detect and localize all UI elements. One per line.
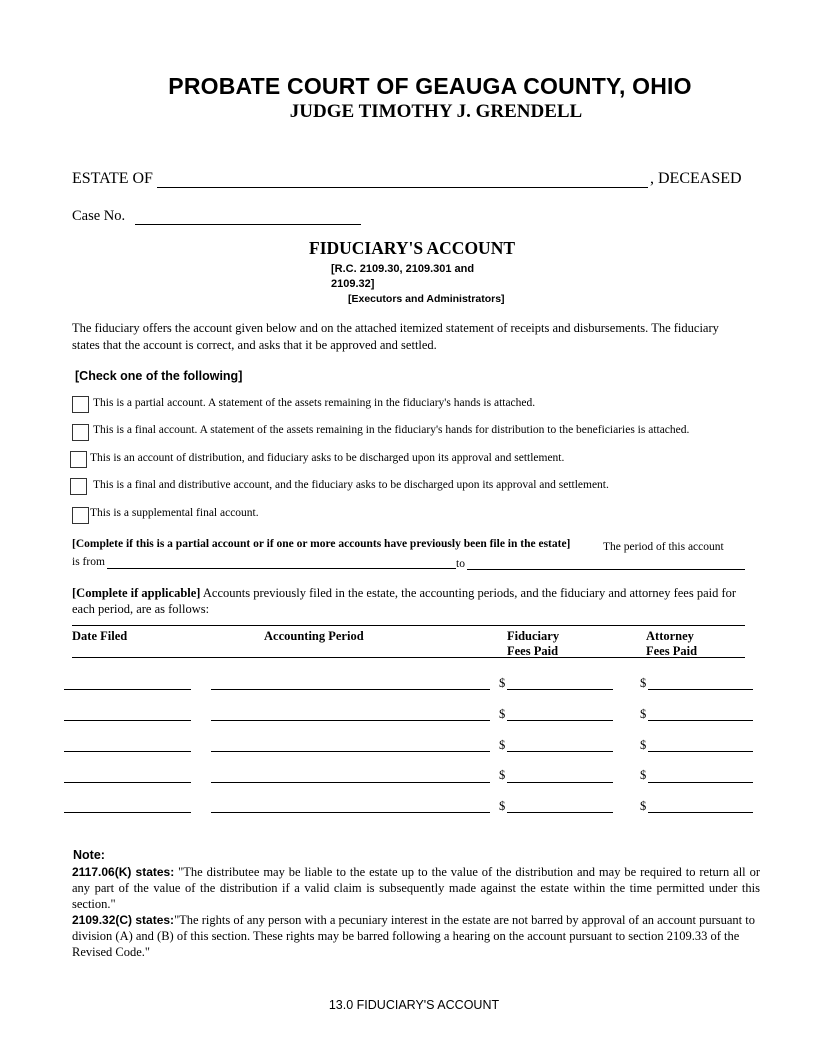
statute-reference: [R.C. 2109.30, 2109.301 and 2109.32] [331,263,475,290]
fiduciary-fees-field[interactable] [507,689,613,690]
option-checkbox[interactable] [72,424,89,441]
dollar-sign: $ [499,768,506,782]
dollar-sign: $ [640,768,647,782]
fiduciary-fees-field[interactable] [507,720,613,721]
form-title: FIDUCIARY'S ACCOUNT [309,238,516,258]
option-checkbox[interactable] [70,478,87,495]
note-2109 [72,912,760,960]
dollar-sign: $ [640,676,647,690]
dollar-sign: $ [640,738,647,752]
judge-name: JUDGE TIMOTHY J. GRENDELL [289,101,583,122]
option-label: This is a final and distributive account, and the fiduciary asks to be discharged upon its approval and settlement. [93,479,609,491]
applies-to-label: [Executors and Administrators] [348,293,505,305]
dollar-sign: $ [499,676,506,690]
dollar-sign: $ [499,738,506,752]
option-checkbox[interactable] [72,507,89,524]
table-top-rule [72,625,745,626]
accounting-period-field[interactable] [211,782,490,783]
check-heading: [Check one of the following] [75,369,243,383]
note-2117-ref: 2117.06(K) states: [72,865,175,879]
previous-heading: [Complete if applicable] [72,586,201,600]
option-label: This is an account of distribution, and fiduciary asks to be discharged upon its approval and settlement. [90,452,565,464]
option-checkbox[interactable] [72,396,89,413]
case-number-label: Case No. [72,208,126,224]
court-title: PROBATE COURT OF GEAUGA COUNTY, OHIO [168,73,692,99]
col-accounting-period: Accounting Period [264,629,364,643]
page-footer: 13.0 FIDUCIARY'S ACCOUNT [328,998,500,1012]
dollar-sign: $ [499,799,506,813]
col-attorney-fees [646,629,697,659]
option-label: This is a supplemental final account. [90,507,259,519]
accounting-period-field[interactable] [211,720,490,721]
col-fiduciary-fees [507,629,559,659]
note-2117 [72,864,760,912]
note-2109-text: "The rights of any person with a pecuniary interest in the estate are not barred by approval of an account pursuant to division (A) and (B) of this section. These rights may be barred following a hearing on the account pursuant to section 2109.33 of the Revised Code." [72,913,756,959]
option-checkbox[interactable] [70,451,87,468]
date-filed-field[interactable] [64,751,191,752]
estate-name-field[interactable] [157,187,648,188]
period-to-field[interactable] [467,569,745,570]
fiduciary-fees-field[interactable] [507,812,613,813]
date-filed-field[interactable] [64,689,191,690]
previous-description: Accounts previously filed in the estate, the accounting periods, and the fiduciary and attorney fees paid for each period, are as follows: [72,586,737,616]
period-label: The period of this account [603,541,724,553]
date-filed-field[interactable] [64,782,191,783]
fiduciary-fees-field[interactable] [507,782,613,783]
case-number-field[interactable] [135,224,361,225]
estate-label: ESTATE OF [72,170,153,187]
note-label: Note: [73,848,105,862]
period-from-field[interactable] [107,568,456,569]
fiduciary-fees-field[interactable] [507,751,613,752]
attorney-fees-field[interactable] [648,751,753,752]
col-attorney-fees-line2: Fees Paid [646,644,698,658]
col-attorney-fees-line1: Attorney [646,629,694,643]
period-from-label: is from [72,556,105,568]
deceased-label: , DECEASED [650,170,742,187]
period-heading: [Complete if this is a partial account or if one or more accounts have previously been file in the estate] [72,538,571,550]
note-2117-text: "The distributee may be liable to the estate up to the value of the distribution and may be required to return all or any part of the value of the distribution if a valid claim is subsequently made against the estate within the time permitted under this section." [72,865,761,911]
attorney-fees-field[interactable] [648,689,753,690]
dollar-sign: $ [499,707,506,721]
intro-paragraph: The fiduciary offers the account given below and on the attached itemized statement of receipts and disbursements. The fiduciary states that the account is correct, and asks that it be approved and settled. [72,321,719,352]
attorney-fees-field[interactable] [648,812,753,813]
period-to-label: to [456,558,465,570]
attorney-fees-field[interactable] [648,720,753,721]
accounting-period-field[interactable] [211,812,490,813]
col-date-filed: Date Filed [72,629,128,643]
date-filed-field[interactable] [64,720,191,721]
option-label: This is a final account. A statement of the assets remaining in the fiduciary's hands for distribution to the beneficiaries is attached. [93,424,690,436]
accounting-period-field[interactable] [211,751,490,752]
table-header-rule [72,657,745,658]
dollar-sign: $ [640,707,647,721]
option-label: This is a partial account. A statement of the assets remaining in the fiduciary's hands is attached. [93,397,536,409]
previous-accounts-text [72,585,752,617]
note-2109-ref: 2109.32(C) states: [72,913,175,927]
date-filed-field[interactable] [64,812,191,813]
notes-block [72,864,760,960]
accounting-period-field[interactable] [211,689,490,690]
dollar-sign: $ [640,799,647,813]
col-fiduciary-fees-line2: Fees Paid [507,644,559,658]
col-fiduciary-fees-line1: Fiduciary [507,629,560,643]
attorney-fees-field[interactable] [648,782,753,783]
